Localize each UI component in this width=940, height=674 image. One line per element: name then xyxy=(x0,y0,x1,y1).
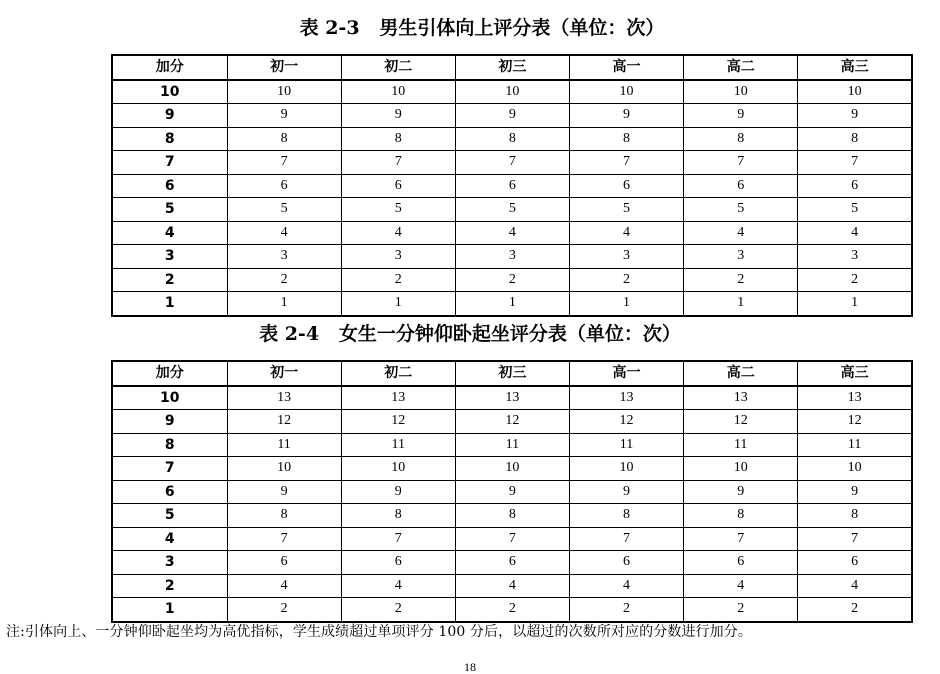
bonus-points-cell: 1 xyxy=(112,292,227,316)
bonus-points-cell: 6 xyxy=(112,480,227,504)
count-cell: 8 xyxy=(227,127,341,151)
column-header-grade: 初三 xyxy=(455,55,569,80)
count-cell: 13 xyxy=(455,386,569,410)
count-cell: 9 xyxy=(227,480,341,504)
count-cell: 10 xyxy=(455,80,569,104)
count-cell: 5 xyxy=(684,198,798,222)
column-header-grade: 高三 xyxy=(798,361,912,386)
count-cell: 9 xyxy=(798,480,912,504)
count-cell: 5 xyxy=(798,198,912,222)
bonus-points-cell: 4 xyxy=(112,221,227,245)
count-cell: 10 xyxy=(569,80,683,104)
column-header-grade: 高三 xyxy=(798,55,912,80)
column-header-grade: 初一 xyxy=(227,55,341,80)
count-cell: 2 xyxy=(341,268,455,292)
count-cell: 8 xyxy=(341,504,455,528)
bonus-points-cell: 2 xyxy=(112,268,227,292)
count-cell: 4 xyxy=(684,574,798,598)
count-cell: 13 xyxy=(569,386,683,410)
bonus-points-cell: 3 xyxy=(112,551,227,575)
count-cell: 5 xyxy=(569,198,683,222)
bonus-points-cell: 2 xyxy=(112,574,227,598)
table-row xyxy=(112,574,912,598)
table-row xyxy=(112,198,912,222)
count-cell: 10 xyxy=(227,457,341,481)
bonus-points-cell: 1 xyxy=(112,598,227,622)
count-cell: 9 xyxy=(569,104,683,128)
count-cell: 7 xyxy=(341,151,455,175)
count-cell: 9 xyxy=(798,104,912,128)
count-cell: 7 xyxy=(798,151,912,175)
count-cell: 10 xyxy=(341,457,455,481)
bonus-points-cell: 4 xyxy=(112,527,227,551)
column-header-grade: 高二 xyxy=(684,361,798,386)
count-cell: 8 xyxy=(798,504,912,528)
column-header-grade: 高一 xyxy=(569,361,683,386)
table-row xyxy=(112,104,912,128)
count-cell: 13 xyxy=(227,386,341,410)
count-cell: 4 xyxy=(684,221,798,245)
bonus-points-cell: 9 xyxy=(112,410,227,434)
count-cell: 10 xyxy=(798,80,912,104)
table-2-3-title: 表 2-3 男生引体向上评分表（单位：次） xyxy=(299,17,665,39)
column-header-grade: 高二 xyxy=(684,55,798,80)
sit-up-score-table xyxy=(111,360,913,623)
count-cell: 10 xyxy=(227,80,341,104)
count-cell: 9 xyxy=(227,104,341,128)
count-cell: 4 xyxy=(569,574,683,598)
count-cell: 6 xyxy=(684,174,798,198)
count-cell: 7 xyxy=(569,527,683,551)
count-cell: 2 xyxy=(684,268,798,292)
table-row xyxy=(112,527,912,551)
count-cell: 11 xyxy=(684,433,798,457)
count-cell: 6 xyxy=(798,551,912,575)
count-cell: 13 xyxy=(341,386,455,410)
count-cell: 12 xyxy=(341,410,455,434)
column-header-grade: 初二 xyxy=(341,361,455,386)
count-cell: 13 xyxy=(798,386,912,410)
bonus-points-cell: 7 xyxy=(112,457,227,481)
table-row xyxy=(112,551,912,575)
count-cell: 8 xyxy=(684,504,798,528)
table-row xyxy=(112,221,912,245)
count-cell: 7 xyxy=(227,527,341,551)
count-cell: 12 xyxy=(684,410,798,434)
count-cell: 5 xyxy=(227,198,341,222)
count-cell: 8 xyxy=(227,504,341,528)
count-cell: 4 xyxy=(798,574,912,598)
table-header-row xyxy=(112,55,912,80)
count-cell: 4 xyxy=(798,221,912,245)
bonus-points-cell: 10 xyxy=(112,386,227,410)
count-cell: 8 xyxy=(798,127,912,151)
count-cell: 6 xyxy=(341,551,455,575)
count-cell: 10 xyxy=(684,80,798,104)
count-cell: 7 xyxy=(684,151,798,175)
count-cell: 2 xyxy=(227,268,341,292)
count-cell: 8 xyxy=(569,504,683,528)
bonus-points-cell: 8 xyxy=(112,433,227,457)
count-cell: 2 xyxy=(684,598,798,622)
count-cell: 11 xyxy=(227,433,341,457)
count-cell: 3 xyxy=(798,245,912,269)
page-number: 18 xyxy=(464,660,476,674)
bonus-points-cell: 3 xyxy=(112,245,227,269)
table-row xyxy=(112,292,912,316)
count-cell: 9 xyxy=(684,104,798,128)
pull-up-score-table xyxy=(111,54,913,317)
count-cell: 2 xyxy=(455,268,569,292)
count-cell: 1 xyxy=(341,292,455,316)
count-cell: 7 xyxy=(455,527,569,551)
count-cell: 1 xyxy=(798,292,912,316)
table-2-4-title: 表 2-4 女生一分钟仰卧起坐评分表（单位：次） xyxy=(259,323,681,345)
count-cell: 9 xyxy=(569,480,683,504)
count-cell: 1 xyxy=(684,292,798,316)
count-cell: 1 xyxy=(227,292,341,316)
count-cell: 10 xyxy=(341,80,455,104)
table-row xyxy=(112,410,912,434)
count-cell: 8 xyxy=(455,127,569,151)
count-cell: 11 xyxy=(455,433,569,457)
count-cell: 8 xyxy=(569,127,683,151)
count-cell: 11 xyxy=(798,433,912,457)
count-cell: 4 xyxy=(341,221,455,245)
count-cell: 10 xyxy=(684,457,798,481)
count-cell: 10 xyxy=(455,457,569,481)
count-cell: 9 xyxy=(455,480,569,504)
column-header-bonus: 加分 xyxy=(112,55,227,80)
column-header-grade: 初三 xyxy=(455,361,569,386)
table-row xyxy=(112,245,912,269)
table-row xyxy=(112,598,912,622)
bonus-points-cell: 9 xyxy=(112,104,227,128)
count-cell: 6 xyxy=(569,551,683,575)
table-row xyxy=(112,480,912,504)
count-cell: 4 xyxy=(341,574,455,598)
bonus-points-cell: 8 xyxy=(112,127,227,151)
count-cell: 3 xyxy=(455,245,569,269)
table-row xyxy=(112,151,912,175)
bonus-points-cell: 5 xyxy=(112,504,227,528)
count-cell: 12 xyxy=(455,410,569,434)
table-row xyxy=(112,433,912,457)
count-cell: 8 xyxy=(455,504,569,528)
bonus-points-cell: 10 xyxy=(112,80,227,104)
count-cell: 10 xyxy=(569,457,683,481)
count-cell: 10 xyxy=(798,457,912,481)
count-cell: 3 xyxy=(569,245,683,269)
count-cell: 2 xyxy=(569,268,683,292)
count-cell: 7 xyxy=(798,527,912,551)
count-cell: 7 xyxy=(341,527,455,551)
count-cell: 8 xyxy=(341,127,455,151)
count-cell: 7 xyxy=(455,151,569,175)
count-cell: 6 xyxy=(227,551,341,575)
count-cell: 9 xyxy=(455,104,569,128)
count-cell: 2 xyxy=(455,598,569,622)
count-cell: 6 xyxy=(684,551,798,575)
table-header-row xyxy=(112,361,912,386)
count-cell: 4 xyxy=(455,221,569,245)
bonus-points-cell: 5 xyxy=(112,198,227,222)
table-row xyxy=(112,127,912,151)
table-row xyxy=(112,268,912,292)
count-cell: 4 xyxy=(569,221,683,245)
count-cell: 12 xyxy=(227,410,341,434)
count-cell: 11 xyxy=(341,433,455,457)
column-header-grade: 高一 xyxy=(569,55,683,80)
count-cell: 5 xyxy=(455,198,569,222)
count-cell: 4 xyxy=(227,221,341,245)
count-cell: 2 xyxy=(569,598,683,622)
count-cell: 2 xyxy=(798,268,912,292)
count-cell: 3 xyxy=(227,245,341,269)
count-cell: 7 xyxy=(569,151,683,175)
count-cell: 1 xyxy=(569,292,683,316)
count-cell: 12 xyxy=(569,410,683,434)
count-cell: 6 xyxy=(455,551,569,575)
count-cell: 8 xyxy=(684,127,798,151)
table-row xyxy=(112,457,912,481)
bonus-points-cell: 6 xyxy=(112,174,227,198)
count-cell: 4 xyxy=(455,574,569,598)
table-row xyxy=(112,80,912,104)
bonus-points-cell: 7 xyxy=(112,151,227,175)
count-cell: 12 xyxy=(798,410,912,434)
count-cell: 9 xyxy=(684,480,798,504)
footnote: 注:引体向上、一分钟仰卧起坐均为高优指标，学生成绩超过单项评分 100 分后，以超过的次数所对应的分数进行加分。 xyxy=(6,624,752,640)
column-header-grade: 初一 xyxy=(227,361,341,386)
count-cell: 9 xyxy=(341,480,455,504)
table-row xyxy=(112,504,912,528)
count-cell: 2 xyxy=(341,598,455,622)
table-row xyxy=(112,174,912,198)
table-row xyxy=(112,386,912,410)
count-cell: 4 xyxy=(227,574,341,598)
count-cell: 1 xyxy=(455,292,569,316)
count-cell: 2 xyxy=(798,598,912,622)
count-cell: 7 xyxy=(227,151,341,175)
count-cell: 9 xyxy=(341,104,455,128)
count-cell: 6 xyxy=(227,174,341,198)
count-cell: 6 xyxy=(455,174,569,198)
count-cell: 2 xyxy=(227,598,341,622)
count-cell: 6 xyxy=(569,174,683,198)
count-cell: 3 xyxy=(341,245,455,269)
count-cell: 3 xyxy=(684,245,798,269)
count-cell: 11 xyxy=(569,433,683,457)
column-header-bonus: 加分 xyxy=(112,361,227,386)
count-cell: 13 xyxy=(684,386,798,410)
count-cell: 6 xyxy=(341,174,455,198)
count-cell: 5 xyxy=(341,198,455,222)
count-cell: 7 xyxy=(684,527,798,551)
column-header-grade: 初二 xyxy=(341,55,455,80)
count-cell: 6 xyxy=(798,174,912,198)
